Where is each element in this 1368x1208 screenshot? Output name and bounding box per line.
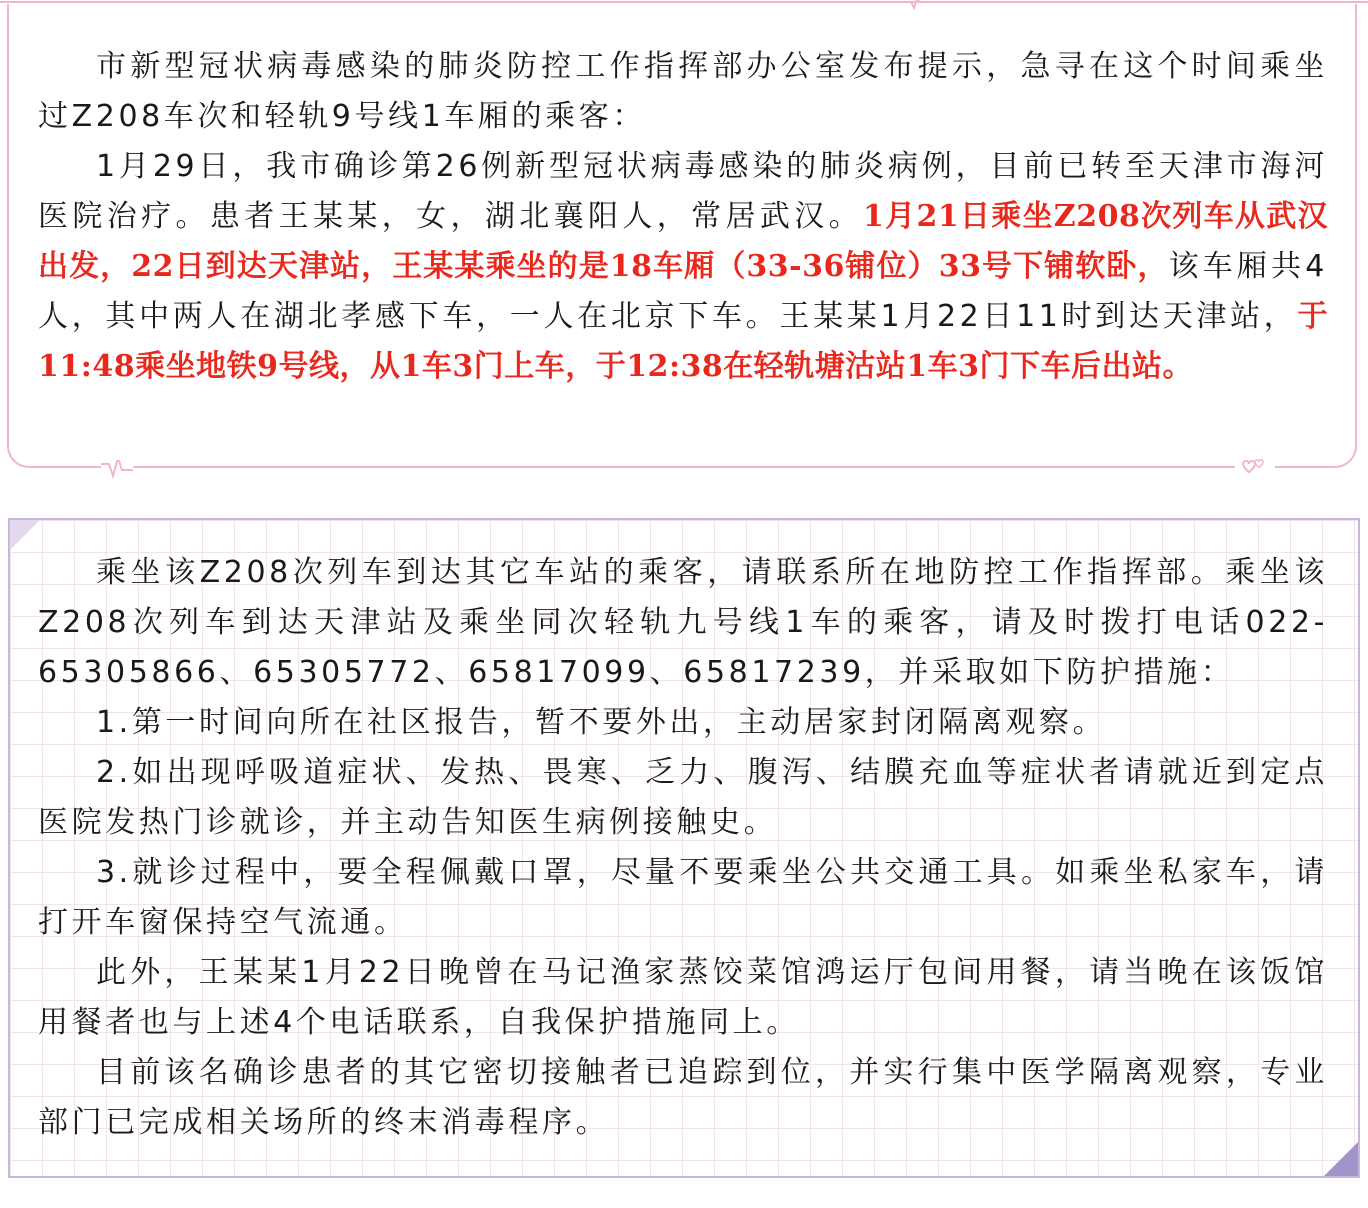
final-paragraph: 目前该名确诊患者的其它密切接触者已追踪到位，并实行集中医学隔离观察，专业部门已完成相关场所的终末消毒程序。 xyxy=(38,1055,1328,1140)
heartbeat-icon xyxy=(101,460,133,484)
measure-2: 2.如出现呼吸道症状、发热、畏寒、乏力、腹泻、结膜充血等症状者请就近到定点医院发热门诊就诊，并主动告知医生病例接触史。 xyxy=(38,755,1328,840)
measure-1: 1.第一时间向所在社区报告，暂不要外出，主动居家封闭隔离观察。 xyxy=(96,705,1107,740)
corner-decoration-top-left xyxy=(10,520,40,550)
case-highlight-metro: 于11:48乘坐地铁9号线，从1车3门上车，于12:38在轻轨塘沽站1车3门下车后出站。 xyxy=(38,299,1328,384)
measure-3: 3.就诊过程中，要全程佩戴口罩，尽量不要乘坐公共交通工具。如乘坐私家车，请打开车窗保持空气流通。 xyxy=(38,855,1328,940)
case-highlight-train: 1月21日乘坐Z208次列车从武汉出发，22日到达天津站，王某某乘坐的是18车厢（33-36铺位）33号下铺软卧， xyxy=(38,199,1328,284)
case-paragraph xyxy=(38,142,1328,392)
passenger-contact-paragraph: 乘坐该Z208次列车到达其它车站的乘客，请联系所在地防控工作指挥部。乘坐该Z208次列车到达天津站及乘坐同次轻轨九号线1车的乘客，请及时拨打电话022-65305866、65305772、65817099、65817239，并采取如下防护措施： xyxy=(38,555,1328,690)
intro-paragraph: 市新型冠状病毒感染的肺炎防控工作指挥部办公室发布提示，急寻在这个时间乘坐过Z208车次和轻轨9号线1车厢的乘客： xyxy=(38,49,1328,134)
case-text-a: 1月29日，我市确诊第26例新型冠状病毒感染的肺炎病例，目前已转至天津市海河医院治疗。患者王某某，女，湖北襄阳人，常居武汉。 xyxy=(38,149,1328,234)
corner-decoration-bottom-right xyxy=(1324,1142,1358,1176)
restaurant-paragraph: 此外，王某某1月22日晚曾在马记渔家蒸饺菜馆鸿运厅包间用餐，请当晚在该饭馆用餐者也与上述4个电话联系，自我保护措施同上。 xyxy=(38,955,1328,1040)
case-text-b: 该车厢共4人，其中两人在湖北孝感下车，一人在北京下车。王某某1月22日11时到达天津站， xyxy=(38,249,1328,334)
hearts-icon xyxy=(1235,456,1275,480)
